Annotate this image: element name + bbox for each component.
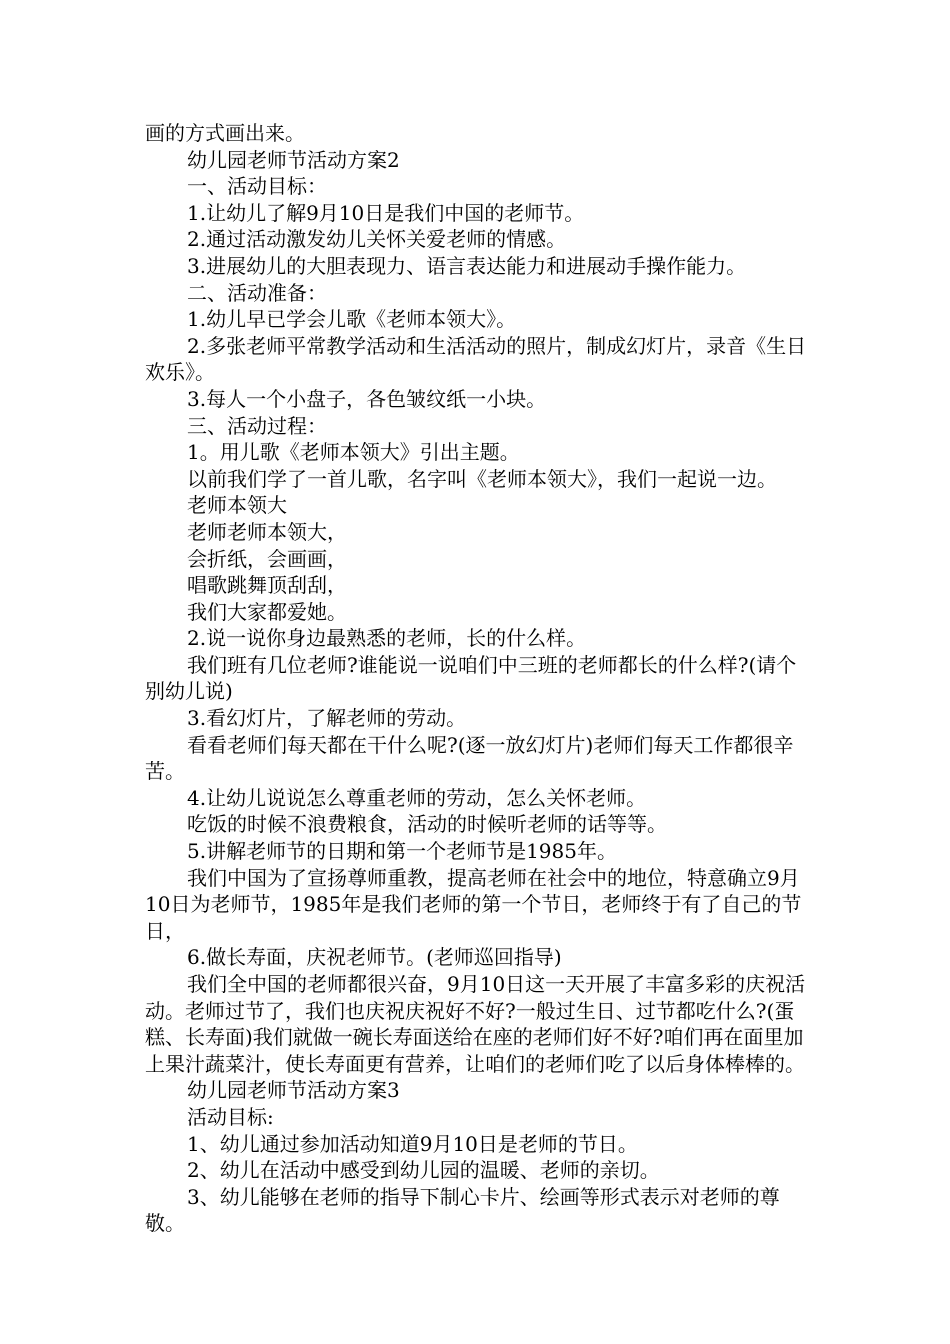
- subheading: 活动目标:: [187, 1104, 274, 1129]
- paragraph: 吃饭的时候不浪费粮食，活动的时候听老师的话等等。: [187, 812, 667, 837]
- poem-title: 老师本领大: [187, 493, 287, 518]
- list-item: 3.进展幼儿的大胆表现力、语言表达能力和进展动手操作能力。: [187, 253, 747, 278]
- paragraph: 我们班有几位老师?谁能说一说咱们中三班的老师都长的什么样?(请个别幼儿说): [145, 652, 797, 704]
- list-item: 1。用儿歌《老师本领大》引出主题。: [187, 440, 520, 465]
- list-item: 1、幼儿通过参加活动知道9月10日是老师的节日。: [187, 1131, 638, 1156]
- poem-line: 我们大家都爱她。: [187, 599, 347, 624]
- poem-line: 唱歌跳舞顶刮刮，: [187, 573, 347, 598]
- list-item: 2.多张老师平常教学活动和生活活动的照片，制成幻灯片，录音《生日欢乐》。: [145, 333, 807, 385]
- list-item: 2.说一说你身边最熟悉的老师，长的什么样。: [187, 626, 587, 651]
- document-body: [145, 120, 810, 1237]
- subheading: 一、活动目标：: [187, 174, 327, 199]
- paragraph: 我们全中国的老师都很兴奋，9月10日这一天开展了丰富多彩的庆祝活动。老师过节了，我们也庆祝庆祝好不好?一般过生日、过节都吃什么?(蛋糕、长寿面)我们就做一碗长寿面送给在座的老师们好不好?咱们再在面里加上果汁蔬菜汁，使长寿面更有营养，让咱们的老师们吃了以后身体棒棒的。: [145, 972, 806, 1076]
- subheading: 三、活动过程：: [187, 413, 327, 438]
- section-heading: 幼儿园老师节活动方案3: [187, 1078, 400, 1103]
- poem-line: 老师老师本领大，: [187, 519, 347, 544]
- paragraph: 画的方式画出来。: [145, 121, 305, 145]
- section-heading: 幼儿园老师节活动方案2: [187, 147, 400, 172]
- subheading: 二、活动准备：: [187, 280, 327, 305]
- poem-line: 会折纸，会画画，: [187, 546, 347, 571]
- list-item: 2.通过活动激发幼儿关怀关爱老师的情感。: [187, 227, 567, 252]
- list-item: 3.每人一个小盘子，各色皱纹纸一小块。: [187, 386, 547, 411]
- list-item: 6.做长寿面，庆祝老师节。(老师巡回指导): [187, 945, 562, 970]
- list-item: 1.幼儿早已学会儿歌《老师本领大》。: [187, 307, 517, 332]
- list-item: 2、幼儿在活动中感受到幼儿园的温暖、老师的亲切。: [187, 1158, 660, 1183]
- paragraph: 我们中国为了宣扬尊师重教，提高老师在社会中的地位，特意确立9月10日为老师节，1985年是我们老师的第一个节日，老师终于有了自己的节日，: [145, 865, 802, 943]
- list-item: 5.讲解老师节的日期和第一个老师节是1985年。: [187, 839, 617, 864]
- list-item: 1.让幼儿了解9月10日是我们中国的老师节。: [187, 200, 585, 225]
- list-item: 3.看幻灯片，了解老师的劳动。: [187, 706, 467, 731]
- list-item: 4.让幼儿说说怎么尊重老师的劳动，怎么关怀老师。: [187, 785, 647, 810]
- paragraph: 看看老师们每天都在干什么呢?(逐一放幻灯片)老师们每天工作都很辛苦。: [145, 732, 794, 784]
- paragraph: 以前我们学了一首儿歌，名字叫《老师本领大》，我们一起说一边。: [187, 466, 777, 491]
- list-item: 3、幼儿能够在老师的指导下制心卡片、绘画等形式表示对老师的尊敬。: [145, 1184, 780, 1236]
